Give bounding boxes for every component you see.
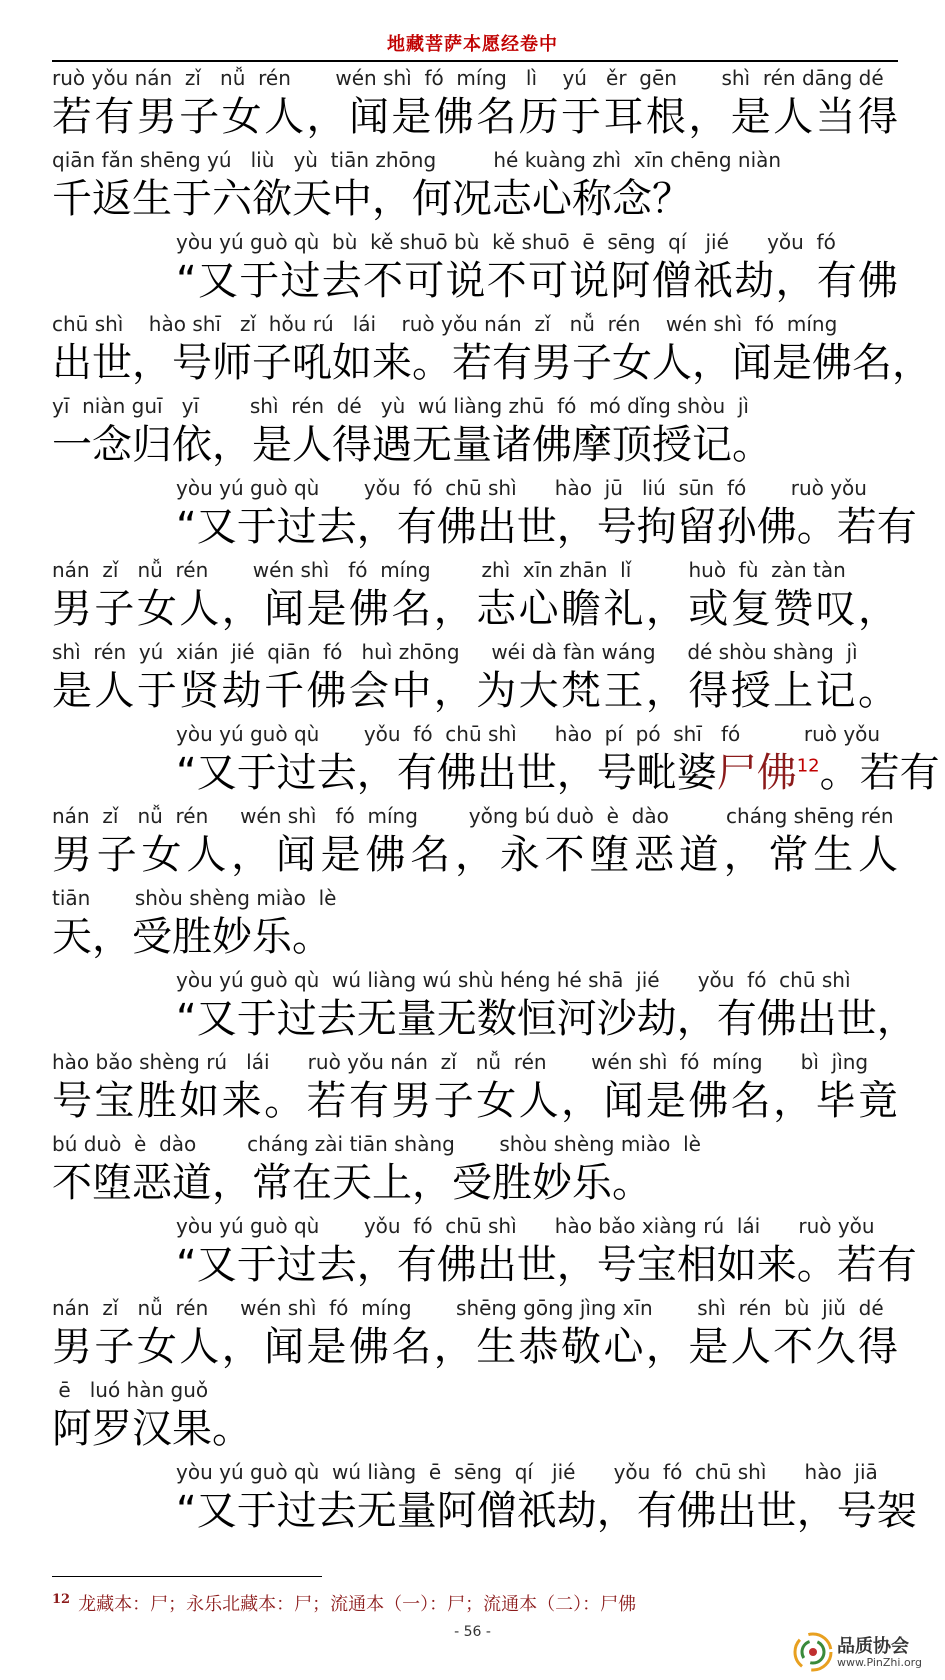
- pinyin-row: yī niàn guī yī shì rén dé yù wú liàng zhū fó mó dǐng shòu jì: [52, 394, 749, 418]
- hanzi-row: 千返生于六欲天中，何况志心称念？: [52, 176, 692, 222]
- text-line: [52, 476, 917, 558]
- hanzi-row: 出世，号师子吼如来。若有男子女人，闻是佛名，: [52, 340, 932, 386]
- scripture-text: [52, 66, 940, 1542]
- footnote: [52, 1590, 898, 1616]
- pinyin-row: qiān fǎn shēng yú liù yù tiān zhōng hé kuàng zhì xīn chēng niàn: [52, 148, 782, 172]
- text-line: [52, 968, 917, 1050]
- text-line: [52, 886, 898, 968]
- hanzi-row: “又于过去无量阿僧祇劫，有佛出世，号袈: [176, 1488, 917, 1534]
- pinyin-row: nán zǐ nǚ rén wén shì fó míng shēng gōng jìng xīn shì rén bù jiǔ dé: [52, 1296, 884, 1320]
- hanzi-row: 不堕恶道，常在天上，受胜妙乐。: [52, 1160, 652, 1206]
- hanzi-row: 天，受胜妙乐。: [52, 914, 332, 960]
- hanzi-row: “又于过去无量无数恒河沙劫，有佛出世，: [176, 996, 917, 1042]
- pinyin-row: nán zǐ nǚ rén wén shì fó míng zhì xīn zhān lǐ huò fù zàn tàn: [52, 558, 846, 582]
- pinyin-row: ē luó hàn guǒ: [52, 1378, 209, 1402]
- running-header: 地藏菩萨本愿经卷中: [387, 34, 558, 55]
- text-line: [52, 558, 898, 640]
- hanzi-row: 男子女人，闻是佛名，志心瞻礼，或复赞叹，: [52, 586, 898, 632]
- pinyin-row: yòu yú guò qù wú liàng wú shù héng hé shā jié yǒu fó chū shì: [176, 968, 851, 992]
- pinyin-row: nán zǐ nǚ rén wén shì fó míng yǒng bú duò è dào cháng shēng rén: [52, 804, 894, 828]
- pinyin-row: hào bǎo shèng rú lái ruò yǒu nán zǐ nǚ rén wén shì fó míng bì jìng: [52, 1050, 869, 1074]
- footnote-rule: [52, 1576, 322, 1577]
- text-line: [52, 312, 932, 394]
- text-line: [52, 1050, 898, 1132]
- pinyin-row: shì rén yú xián jié qiān fó huì zhōng wéi dà fàn wáng dé shòu shàng jì: [52, 640, 858, 664]
- header-rule: [52, 60, 898, 62]
- text-line: [52, 394, 898, 476]
- text-line: [52, 66, 898, 148]
- hanzi-row: 一念归依，是人得遇无量诸佛摩顶授记。: [52, 422, 772, 468]
- hanzi-row: 男子女人，闻是佛名，生恭敬心，是人不久得: [52, 1324, 898, 1370]
- footnote-ref[interactable]: 12: [796, 755, 820, 777]
- text-line: [52, 1460, 917, 1542]
- pinyin-row: yòu yú guò qù wú liàng ē sēng qí jié yǒu fó chū shì hào jiā: [176, 1460, 878, 1484]
- hanzi-segment: 。若有: [819, 750, 940, 796]
- pinyin-row: bú duò è dào cháng zài tiān shàng shòu shèng miào lè: [52, 1132, 701, 1156]
- hanzi-row: “又于过去，有佛出世，号宝相如来。若有: [176, 1242, 917, 1288]
- watermark-logo: [791, 1630, 931, 1674]
- hanzi-row: [176, 748, 940, 798]
- text-line: [52, 1296, 898, 1378]
- text-line: [52, 1214, 917, 1296]
- text-line: [52, 148, 898, 230]
- hanzi-row: “又于过去不可说不可说阿僧祇劫，有佛: [176, 258, 898, 304]
- text-line: [52, 722, 940, 804]
- watermark-url: www.PinZhi.org: [837, 1656, 922, 1669]
- hanzi-row: 阿罗汉果。: [52, 1406, 252, 1452]
- variant-highlight: 尸佛: [716, 750, 797, 796]
- hanzi-row: “又于过去，有佛出世，号拘留孙佛。若有: [176, 504, 917, 550]
- text-line: [52, 230, 898, 312]
- watermark-name: 品质协会: [837, 1636, 909, 1657]
- pinyin-row: ruò yǒu nán zǐ nǚ rén wén shì fó míng lì yú ěr gēn shì rén dāng dé: [52, 66, 884, 90]
- pinyin-row: yòu yú guò qù bù kě shuō bù kě shuō ē sēng qí jié yǒu fó: [176, 230, 836, 254]
- hanzi-segment: “又于过去，有佛出世，号毗婆: [176, 750, 717, 796]
- hanzi-row: 号宝胜如来。若有男子女人，闻是佛名，毕竟: [52, 1078, 898, 1124]
- text-line: [52, 1378, 898, 1460]
- footnote-number: 12: [52, 1592, 71, 1607]
- pinyin-row: yòu yú guò qù yǒu fó chū shì hào bǎo xiàng rú lái ruò yǒu: [176, 1214, 875, 1238]
- swirl-logo-icon: [791, 1630, 835, 1674]
- text-line: [52, 804, 898, 886]
- hanzi-row: 若有男子女人，闻是佛名历于耳根，是人当得: [52, 94, 898, 140]
- page-number: - 56 -: [454, 1624, 491, 1640]
- pinyin-row: yòu yú guò qù yǒu fó chū shì hào pí pó shī fó ruò yǒu: [176, 722, 881, 746]
- pinyin-row: tiān shòu shèng miào lè: [52, 886, 337, 910]
- pinyin-row: chū shì hào shī zǐ hǒu rú lái ruò yǒu nán zǐ nǚ rén wén shì fó míng: [52, 312, 838, 336]
- pinyin-row: yòu yú guò qù yǒu fó chū shì hào jū liú sūn fó ruò yǒu: [176, 476, 867, 500]
- text-line: [52, 640, 898, 722]
- hanzi-row: 男子女人，闻是佛名，永不堕恶道，常生人: [52, 832, 898, 878]
- hanzi-row: 是人于贤劫千佛会中，为大梵王，得授上记。: [52, 668, 898, 714]
- footnote-text: 龙藏本：尸；永乐北藏本：尸；流通本（一）：尸；流通本（二）：尸佛: [78, 1594, 637, 1615]
- text-line: [52, 1132, 898, 1214]
